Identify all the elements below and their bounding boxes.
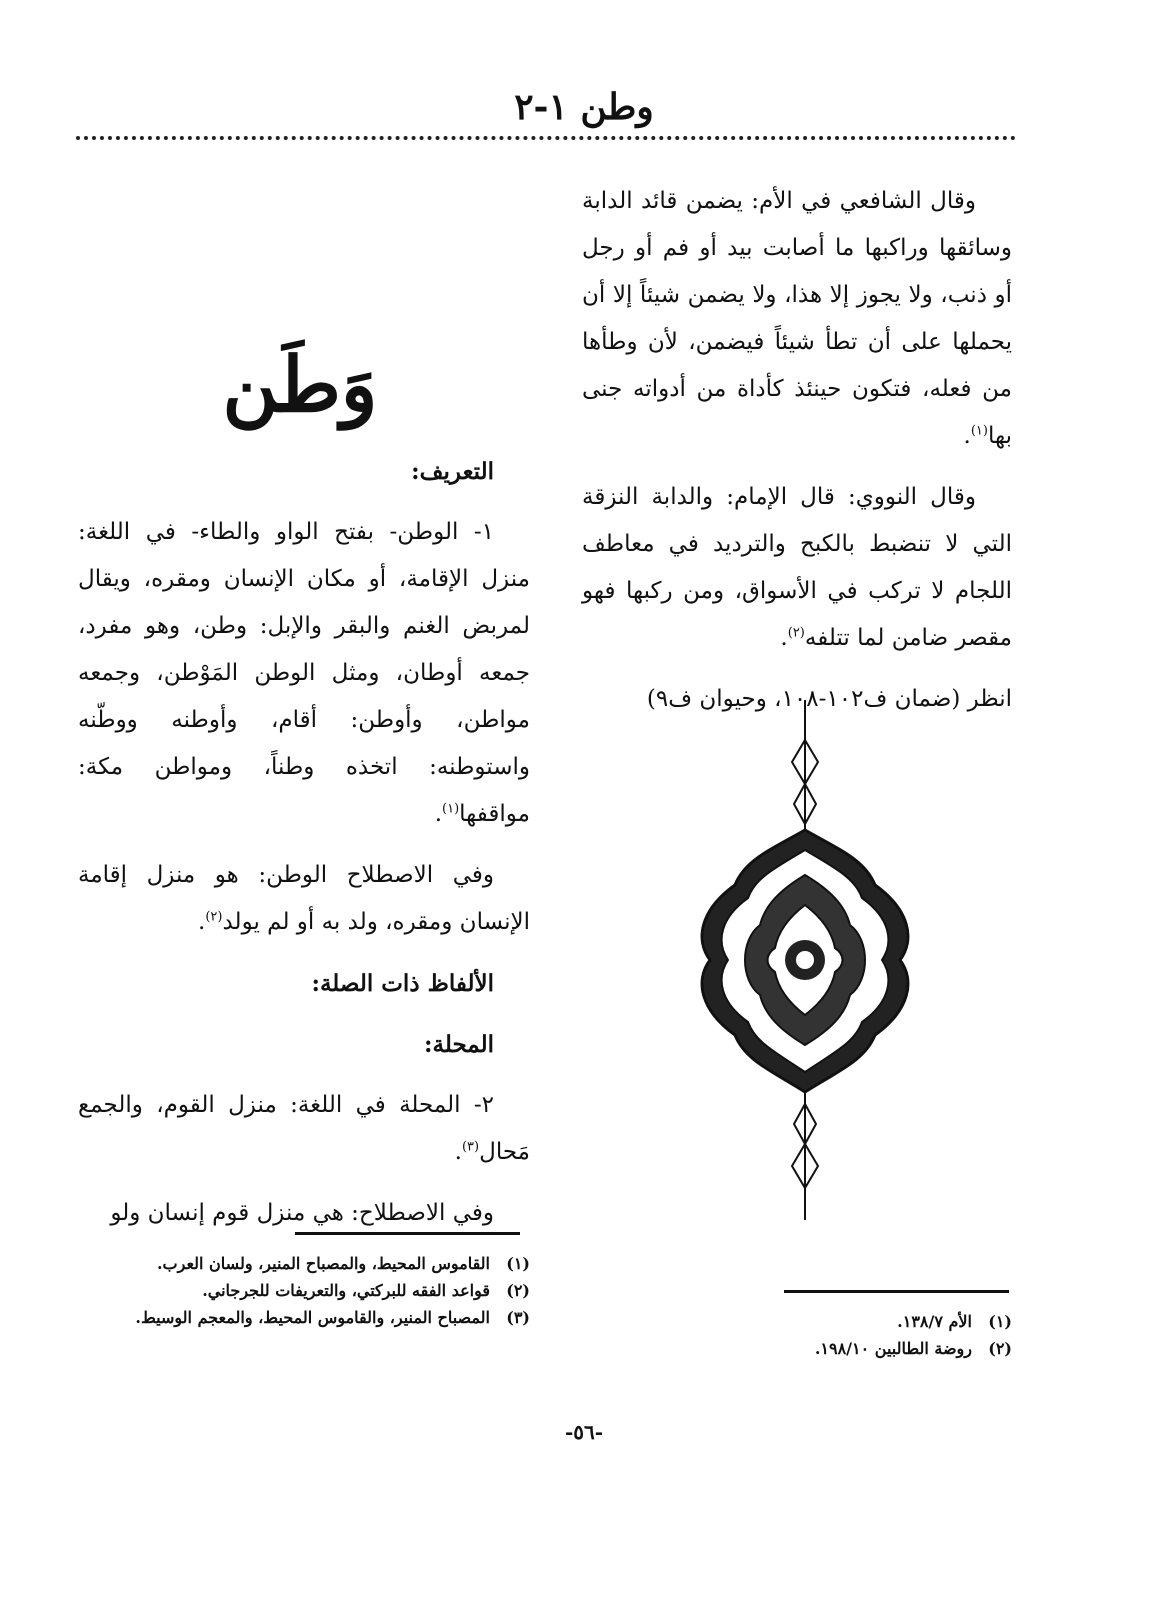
see-also-reference: انظر (ضمان ف١٠٢-١٠٨، وحيوان ف٩) — [646, 686, 1012, 712]
left-paragraph-3: ٢- المحلة في اللغة: منزل القوم، والجمع مَحال$^{(٣)}$. — [78, 1092, 530, 1165]
footnote-divider-left — [295, 1232, 520, 1235]
left-paragraph-2: وفي الاصطلاح الوطن: هو منزل إقامة الإنسان ومقره، ولد به أو لم يولد$^{(٢)}$. — [78, 862, 530, 935]
entry-title: وَطَن — [222, 340, 378, 429]
footnotes-right — [600, 1308, 1012, 1362]
right-paragraph-1: وقال الشافعي في الأم: يضمن قائد الدابة وسائقها وراكبها ما أصابت بيد أو فم أو رجل أو ذنب، ولا يجوز إلا هذا، ولا يضمن شيئاً إلا أن يحملها على أن تطأ شيئاً فيضمن، لأن وطأها من فعله، فتكون حينئذ كأداة من أدواته جنى بها$^{(١)}$. — [582, 188, 1012, 449]
footnote: (٣) المصباح المنير، والقاموس المحيط، والمعجم الوسيط. — [135, 1308, 530, 1327]
mahalla-subheading: المحلة: — [424, 1031, 494, 1058]
right-column — [582, 178, 1012, 737]
left-paragraph-4: وفي الاصطلاح: هي منزل قوم إنسان ولو — [110, 1200, 494, 1226]
decorative-ornament — [690, 700, 920, 1220]
footnote-ref: (٢) — [787, 625, 805, 641]
left-paragraph-1: ١- الوطن- بفتح الواو والطاء- في اللغة: منزل الإقامة، أو مكان الإنسان ومقره، ويقال لمربض الغنم والبقر والإبل: وطن، وهو مفرد، جمعه أوطان، ومثل الوطن المَوْطن، وجمعه مواطن، وأوطن: أقام، وأوطنه ووطّنه واستوطنه: اتخذه وطناً، ومواطن مكة: مواقفها$^{(١)}$. — [78, 519, 530, 827]
footnote: (٢) روضة الطالبين ١٩٨/١٠. — [814, 1339, 1012, 1358]
left-column — [78, 448, 530, 1251]
definition-heading: التعريف: — [411, 458, 494, 485]
footnote-ref: (١) — [970, 423, 988, 439]
page-number: -٥٦- — [564, 1420, 604, 1444]
right-paragraph-2: وقال النووي: قال الإمام: والدابة النزقة التي لا تنضبط بالكبح والترديد في معاطف اللجام لا تركب في الأسواق، ومن ركبها فهو مقصر ضامن لما تتلفه$^{(٢)}$. — [582, 484, 1012, 651]
footnote: (١) القاموس المحيط، والمصباح المنير، ولسان العرب. — [156, 1254, 530, 1273]
header-dotted-rule — [76, 136, 1016, 140]
footnote-divider-right — [784, 1290, 1009, 1293]
page-header-title: وطن ١-٢ — [514, 86, 654, 128]
footnote-ref: (١) — [442, 801, 460, 817]
footnote-ref: (٣) — [461, 1139, 480, 1155]
footnote-ref: (٢) — [205, 909, 223, 925]
footnote: (٢) قواعد الفقه للبركتي، والتعريفات للجرجاني. — [202, 1281, 530, 1300]
footnote: (١) الأم ١٣٨/٧. — [897, 1312, 1012, 1331]
footnotes-left — [78, 1250, 530, 1331]
related-terms-heading: الألفاظ ذات الصلة: — [311, 970, 494, 997]
